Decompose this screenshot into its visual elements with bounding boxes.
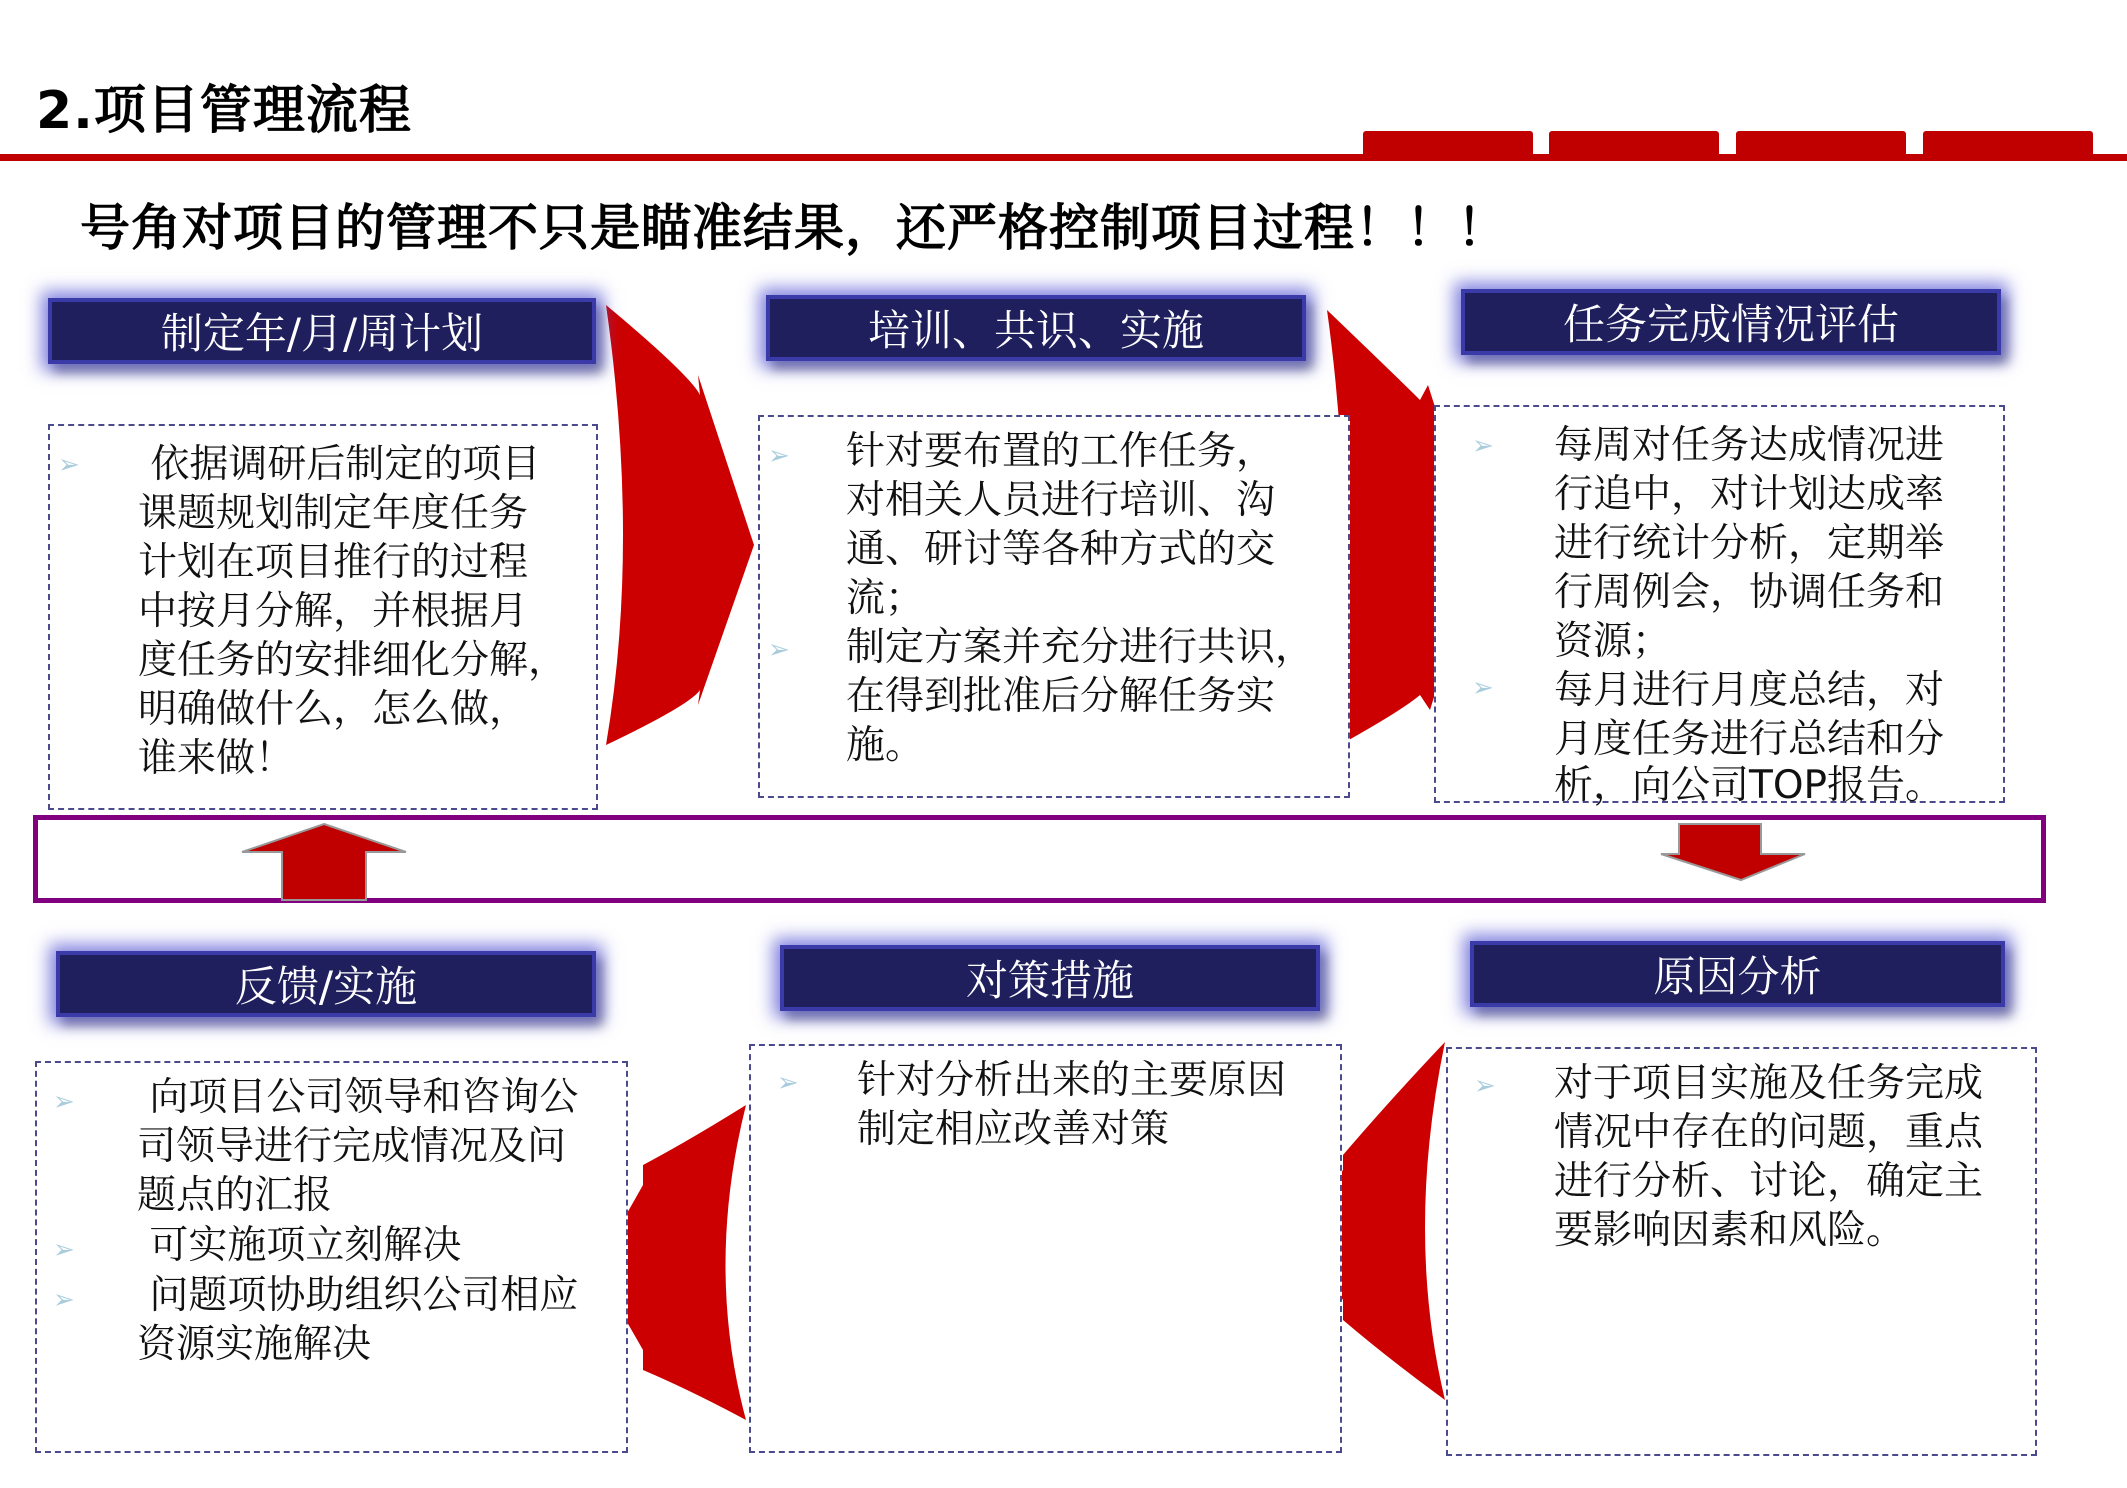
step-text-line: 课题规划制定年度任务	[138, 491, 529, 536]
step-text-line: 制定方案并充分进行共识，	[846, 625, 1315, 670]
step-header-feedback	[56, 951, 596, 1017]
down-arrow-icon	[1655, 822, 1831, 884]
step-header-label: 原因分析	[1653, 952, 1822, 1001]
step-header-measures	[780, 945, 1320, 1011]
step-text-line: 通、研讨等各种方式的交	[846, 527, 1276, 572]
step-text-line: 对于项目实施及任务完成	[1554, 1061, 1984, 1106]
step-text-line: 进行分析、讨论，确定主	[1554, 1159, 1984, 1204]
step-text-line: 流；	[846, 576, 925, 621]
step-box-feedback	[35, 1061, 628, 1453]
step-text-line: 针对分析出来的主要原因	[857, 1058, 1287, 1103]
step-text-line: 每月进行月度总结，对	[1554, 668, 1945, 713]
step-header-plan	[48, 298, 596, 364]
page-title: 2.项目管理流程	[36, 81, 412, 141]
step-text-line: 析，向公司TOP报告。	[1554, 763, 1945, 808]
arrow-bullet-icon: ➢	[768, 635, 790, 665]
step-text-line: 资源实施解决	[137, 1322, 372, 1367]
step-header-label: 任务完成情况评估	[1562, 300, 1899, 349]
step-text-line: 对相关人员进行培训、沟	[846, 478, 1276, 523]
arrow-bullet-icon: ➢	[53, 1285, 75, 1315]
step-box-train	[758, 415, 1350, 798]
step-text-line: 针对要布置的工作任务，	[846, 429, 1276, 474]
subtitle: 号角对项目的管理不只是瞄准结果，还严格控制项目过程！！！	[80, 199, 1508, 257]
step-text-line: 题点的汇报	[137, 1173, 333, 1218]
step-text-line: 行周例会，协调任务和	[1554, 570, 1945, 615]
arrow-bullet-icon: ➢	[53, 1087, 75, 1117]
arrow-bullet-icon: ➢	[58, 450, 80, 480]
step-text-line: 向项目公司领导和咨询公	[137, 1075, 579, 1120]
arrow-bullet-icon: ➢	[768, 441, 790, 471]
step-text-line: 中按月分解，并根据月	[138, 589, 529, 634]
step-text-line: 每周对任务达成情况进	[1554, 423, 1945, 468]
step-header-label: 制定年/月/周计划	[160, 309, 484, 358]
step-header-analysis	[1470, 941, 2005, 1007]
step-text-line: 计划在项目推行的过程	[138, 540, 529, 585]
step-header-label: 反馈/实施	[234, 962, 418, 1011]
step-header-label: 对策措施	[965, 956, 1134, 1005]
arrow-bullet-icon: ➢	[53, 1235, 75, 1265]
step-text-line: 度任务的安排细化分解，	[138, 638, 568, 683]
step-text-line: 资源；	[1554, 619, 1672, 664]
arrow-bullet-icon: ➢	[1474, 1071, 1496, 1101]
step-text-line: 施。	[846, 723, 925, 768]
step-box-plan	[48, 424, 598, 810]
step-text-line: 行追中，对计划达成率	[1554, 472, 1945, 517]
step-text-line: 情况中存在的问题，重点	[1554, 1110, 1984, 1155]
step-text-line: 司领导进行完成情况及问	[137, 1124, 567, 1169]
step-header-label: 培训、共识、实施	[867, 306, 1204, 355]
step-box-analysis	[1446, 1047, 2037, 1456]
step-header-train	[766, 295, 1306, 361]
step-text-line: 进行统计分析，定期举	[1554, 521, 1945, 566]
step-text-line: 制定相应改善对策	[857, 1107, 1170, 1152]
step-header-evaluate	[1461, 289, 2001, 355]
step-text-line: 问题项协助组织公司相应	[137, 1273, 579, 1318]
step-box-measures	[749, 1044, 1342, 1453]
step-text-line: 在得到批准后分解任务实	[846, 674, 1276, 719]
step-text-line: 依据调研后制定的项目	[138, 442, 541, 487]
arrow-bullet-icon: ➢	[1472, 673, 1494, 703]
arrow-bullet-icon: ➢	[777, 1068, 799, 1098]
arrow-bullet-icon: ➢	[1472, 431, 1494, 461]
up-arrow-icon	[236, 822, 412, 902]
step-text-line: 可实施项立刻解决	[137, 1223, 462, 1268]
step-text-line: 明确做什么，怎么做，	[138, 687, 529, 732]
step-text-line: 要影响因素和风险。	[1554, 1208, 1906, 1253]
step-text-line: 谁来做！	[138, 736, 295, 781]
step-box-evaluate	[1434, 405, 2005, 808]
step-text-line: 月度任务进行总结和分	[1554, 717, 1945, 762]
flow-arrow-right-icon	[606, 305, 754, 745]
